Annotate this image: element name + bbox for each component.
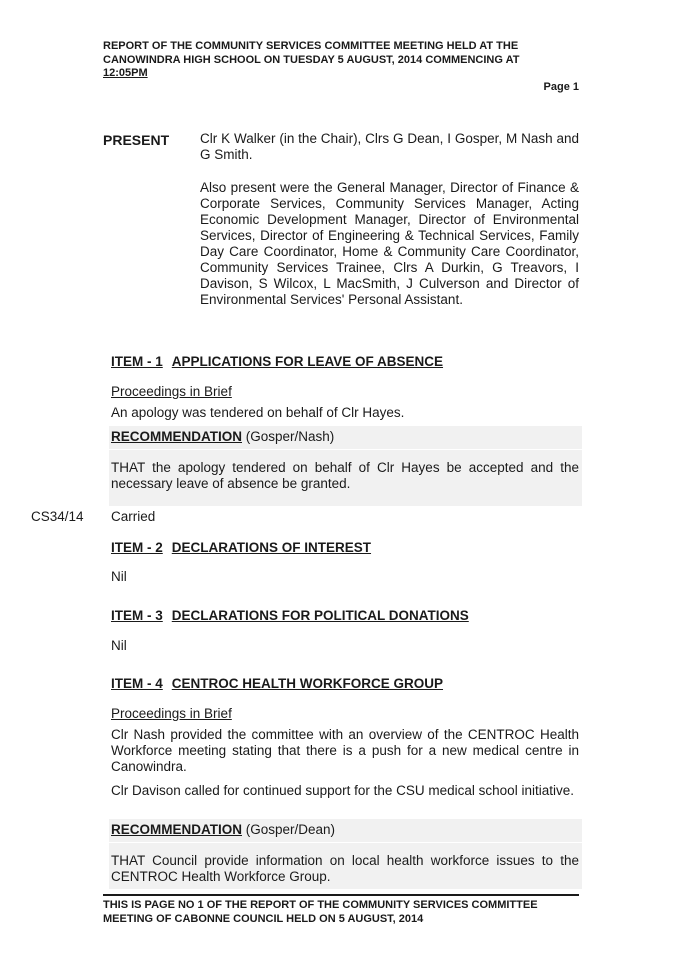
report-footer — [103, 899, 579, 926]
item-1-outcome: Carried — [111, 509, 156, 524]
item-1-heading — [111, 354, 443, 369]
item-1-proceedings: An apology was tendered on behalf of Clr Hayes. — [111, 405, 405, 420]
item-4-heading — [111, 676, 443, 691]
item-4-recommendation-box — [109, 819, 582, 889]
item-1-recommendation-box — [109, 426, 582, 506]
item-1-proceedings-label: Proceedings in Brief — [111, 384, 232, 399]
item-4-movers: (Gosper/Dean) — [245, 822, 336, 837]
item-3-number: ITEM - 3 — [111, 608, 163, 623]
footer-line-1: THIS IS PAGE NO 1 OF THE REPORT OF THE COMMUNITY SERVICES COMMITTEE — [103, 899, 538, 911]
item-1-recommendation-label: RECOMMENDATION — [111, 429, 242, 444]
header-line-2: CANOWINDRA HIGH SCHOOL ON TUESDAY 5 AUGUST, 2014 COMMENCING AT — [103, 53, 520, 66]
item-1-movers: (Gosper/Nash) — [245, 429, 335, 444]
item-4-title: CENTROC HEALTH WORKFORCE GROUP — [171, 676, 444, 691]
item-4-recommendation: THAT Council provide information on local health workforce issues to the CENTROC Health Workforce Group. — [111, 853, 579, 884]
item-4-proceedings-1: Clr Nash provided the committee with an overview of the CENTROC Health Workforce meeting stating that there is a push for a new medical centre in Canowindra. — [111, 727, 579, 774]
item-4-proceedings-label: Proceedings in Brief — [111, 706, 232, 721]
item-1-resolution-number: CS34/14 — [31, 509, 84, 524]
item-4-number: ITEM - 4 — [111, 676, 163, 691]
item-2-body: Nil — [111, 569, 127, 584]
header-line-3: 12:05PM — [103, 67, 148, 79]
item-3-body: Nil — [111, 638, 127, 653]
present-councillors: Clr K Walker (in the Chair), Clrs G Dean, I Gosper, M Nash and G Smith. — [200, 131, 579, 162]
item-2-title: DECLARATIONS OF INTEREST — [171, 540, 372, 555]
header-line-1: REPORT OF THE COMMUNITY SERVICES COMMITTEE MEETING HELD AT THE — [103, 40, 519, 52]
footer-line-2: MEETING OF CABONNE COUNCIL HELD ON 5 AUGUST, 2014 — [103, 912, 424, 925]
item-2-number: ITEM - 2 — [111, 540, 163, 555]
report-header — [103, 40, 579, 81]
footer-divider — [103, 894, 579, 896]
present-label: PRESENT — [103, 132, 170, 148]
page-number: Page 1 — [543, 81, 579, 93]
item-1-title: APPLICATIONS FOR LEAVE OF ABSENCE — [171, 354, 444, 369]
item-1-number: ITEM - 1 — [111, 354, 163, 369]
present-also: Also present were the General Manager, Director of Finance & Corporate Services, Community Services Manager, Acting Economic Development Manager, Director of Environmental Services, Director of Engineering & Technical Services, Family Day Care Coordinator, Home & Community Care Coordinator, Community Services Trainee, Clrs A Durkin, G Treavors, I Davison, S Wilcox, L MacSmith, J Culverson and Director of Environmental Services' Personal Assistant. — [200, 180, 579, 307]
item-4-recommendation-label: RECOMMENDATION — [111, 822, 242, 837]
item-3-heading — [111, 608, 469, 623]
item-4-proceedings-2: Clr Davison called for continued support for the CSU medical school initiative. — [111, 783, 574, 798]
item-1-recommendation: THAT the apology tendered on behalf of Clr Hayes be accepted and the necessary leave of absence be granted. — [111, 460, 579, 491]
item-3-title: DECLARATIONS FOR POLITICAL DONATIONS — [171, 608, 469, 623]
item-2-heading — [111, 540, 371, 555]
